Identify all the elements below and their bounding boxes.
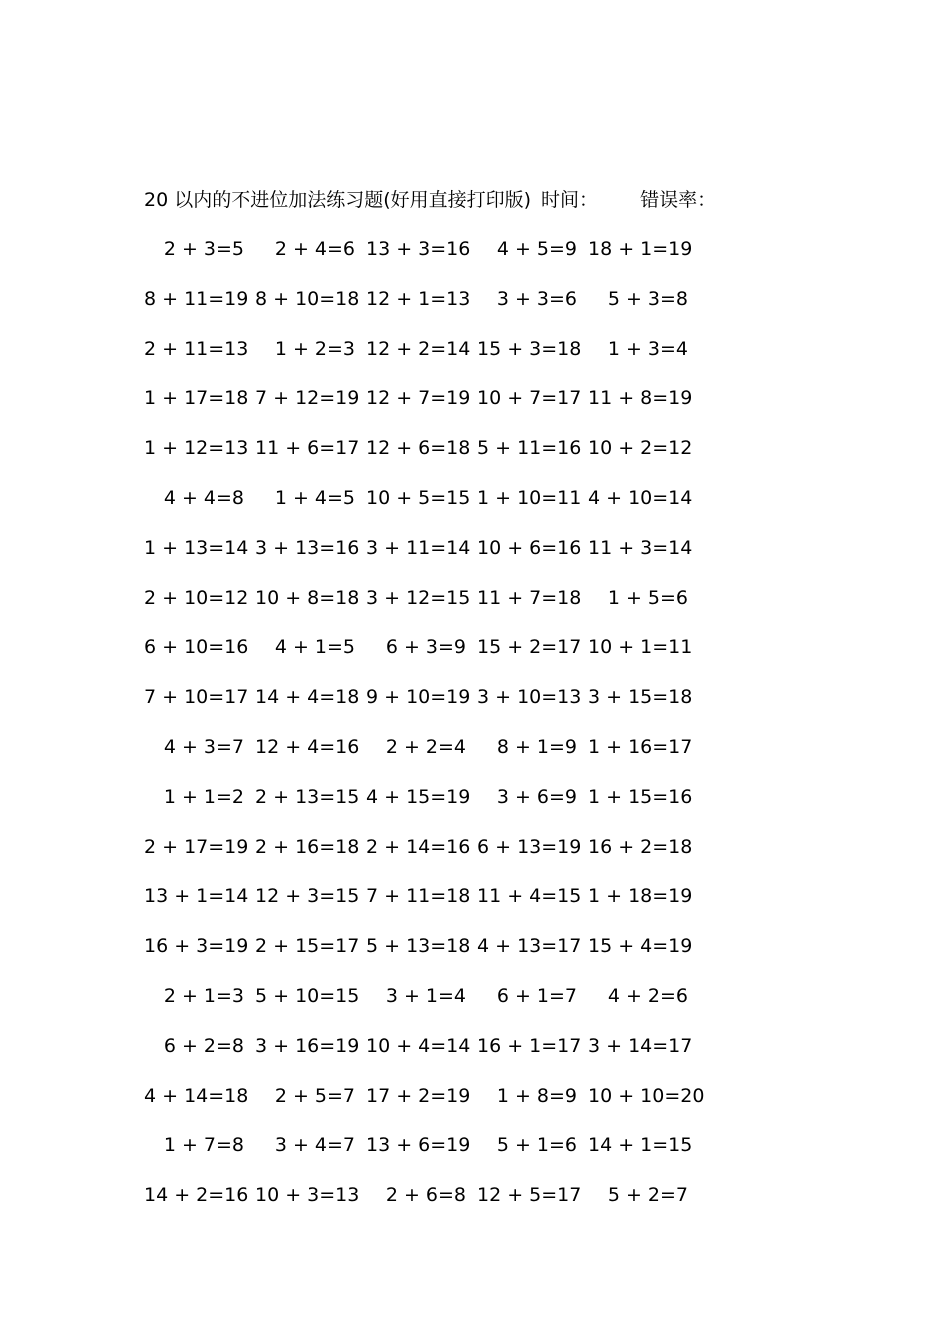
problem-row <box>144 334 704 384</box>
problem-cell: 5 + 1=6 <box>496 1134 577 1157</box>
problem-cell: 8 + 10=18 <box>255 287 360 310</box>
problem-row <box>144 881 704 931</box>
problem-cell: 13 + 3=16 <box>366 238 471 260</box>
problem-cell: 1 + 7=8 <box>163 1134 244 1157</box>
problem-cell: 15 + 3=18 <box>477 337 582 360</box>
problem-cell: 11 + 4=15 <box>477 885 582 908</box>
problem-cell: 9 + 10=19 <box>366 686 471 709</box>
problem-cell: 10 + 10=20 <box>588 1084 705 1107</box>
error-rate-label: 错误率： <box>640 189 717 211</box>
problem-cell: 4 + 5=9 <box>496 238 577 260</box>
problem-cell: 3 + 11=14 <box>366 536 471 559</box>
problem-cell: 6 + 10=16 <box>144 636 249 659</box>
problem-cell: 1 + 13=14 <box>144 536 249 559</box>
problem-cell: 7 + 11=18 <box>366 885 471 908</box>
problem-cell: 1 + 10=11 <box>477 486 582 509</box>
problem-cell: 10 + 4=14 <box>366 1034 471 1057</box>
problem-cell: 5 + 11=16 <box>477 437 582 460</box>
problem-cell: 16 + 3=19 <box>144 935 249 958</box>
problem-row <box>144 782 704 832</box>
problem-cell: 10 + 7=17 <box>477 387 582 410</box>
problem-cell: 14 + 4=18 <box>255 686 360 709</box>
problem-cell: 1 + 16=17 <box>588 735 693 758</box>
problem-row <box>144 1081 704 1131</box>
problem-cell: 4 + 15=19 <box>366 785 471 808</box>
problem-cell: 12 + 1=13 <box>366 287 471 310</box>
problem-cell: 3 + 1=4 <box>385 984 466 1007</box>
problem-cell: 3 + 6=9 <box>496 785 577 808</box>
problem-cell: 4 + 2=6 <box>607 984 688 1007</box>
problem-cell: 6 + 13=19 <box>477 835 582 858</box>
problem-cell: 12 + 3=15 <box>255 885 360 908</box>
problem-row <box>144 832 704 882</box>
problem-row <box>144 981 704 1031</box>
problem-cell: 11 + 6=17 <box>255 437 360 460</box>
problem-cell: 1 + 1=2 <box>163 785 244 808</box>
time-label: 时间： <box>541 189 599 211</box>
problem-cell: 2 + 10=12 <box>144 586 249 609</box>
problem-cell: 6 + 3=9 <box>385 636 466 659</box>
problem-grid <box>144 234 704 1230</box>
problem-cell: 1 + 4=5 <box>274 486 355 509</box>
problem-cell: 3 + 14=17 <box>588 1034 693 1057</box>
problem-cell: 4 + 14=18 <box>144 1084 249 1107</box>
problem-cell: 1 + 17=18 <box>144 387 249 410</box>
problem-cell: 2 + 5=7 <box>274 1084 355 1107</box>
problem-row <box>144 1130 704 1180</box>
problem-row <box>144 1031 704 1081</box>
problem-cell: 1 + 2=3 <box>274 337 355 360</box>
problem-cell: 2 + 16=18 <box>255 835 360 858</box>
problem-cell: 2 + 17=19 <box>144 835 249 858</box>
problem-cell: 10 + 8=18 <box>255 586 360 609</box>
problem-cell: 11 + 3=14 <box>588 536 693 559</box>
problem-cell: 10 + 6=16 <box>477 536 582 559</box>
problem-cell: 6 + 1=7 <box>496 984 577 1007</box>
problem-cell: 14 + 1=15 <box>588 1134 693 1157</box>
problem-cell: 2 + 6=8 <box>385 1184 466 1207</box>
problem-row <box>144 583 704 633</box>
problem-cell: 5 + 10=15 <box>255 984 360 1007</box>
problem-cell: 5 + 13=18 <box>366 935 471 958</box>
problem-cell: 5 + 3=8 <box>607 287 688 310</box>
problem-cell: 12 + 6=18 <box>366 437 471 460</box>
problem-cell: 17 + 2=19 <box>366 1084 471 1107</box>
problem-row <box>144 383 704 433</box>
problem-row <box>144 1180 704 1230</box>
problem-cell: 1 + 15=16 <box>588 785 693 808</box>
problem-cell: 18 + 1=19 <box>588 238 693 260</box>
problem-cell: 8 + 11=19 <box>144 287 249 310</box>
problem-cell: 16 + 2=18 <box>588 835 693 858</box>
problem-cell: 1 + 5=6 <box>607 586 688 609</box>
problem-cell: 16 + 1=17 <box>477 1034 582 1057</box>
problem-cell: 7 + 10=17 <box>144 686 249 709</box>
problem-row <box>144 234 704 284</box>
problem-row <box>144 284 704 334</box>
problem-cell: 6 + 2=8 <box>163 1034 244 1057</box>
problem-cell: 13 + 6=19 <box>366 1134 471 1157</box>
problem-cell: 3 + 10=13 <box>477 686 582 709</box>
problem-cell: 2 + 4=6 <box>274 238 355 260</box>
problem-cell: 7 + 12=19 <box>255 387 360 410</box>
problem-cell: 1 + 3=4 <box>607 337 688 360</box>
problem-cell: 12 + 2=14 <box>366 337 471 360</box>
problem-cell: 3 + 4=7 <box>274 1134 355 1157</box>
problem-cell: 12 + 4=16 <box>255 735 360 758</box>
problem-cell: 2 + 15=17 <box>255 935 360 958</box>
problem-cell: 3 + 13=16 <box>255 536 360 559</box>
problem-cell: 3 + 15=18 <box>588 686 693 709</box>
problem-cell: 1 + 12=13 <box>144 437 249 460</box>
problem-cell: 2 + 3=5 <box>163 238 244 260</box>
problem-cell: 2 + 13=15 <box>255 785 360 808</box>
problem-cell: 3 + 12=15 <box>366 586 471 609</box>
problem-cell: 3 + 16=19 <box>255 1034 360 1057</box>
problem-row <box>144 682 704 732</box>
problem-row <box>144 483 704 533</box>
problem-cell: 10 + 3=13 <box>255 1184 360 1207</box>
problem-cell: 10 + 2=12 <box>588 437 693 460</box>
problem-row <box>144 632 704 682</box>
problem-cell: 4 + 13=17 <box>477 935 582 958</box>
problem-row <box>144 433 704 483</box>
problem-cell: 15 + 4=19 <box>588 935 693 958</box>
problem-cell: 10 + 5=15 <box>366 486 471 509</box>
problem-cell: 8 + 1=9 <box>496 735 577 758</box>
problem-cell: 4 + 10=14 <box>588 486 693 509</box>
problem-cell: 11 + 7=18 <box>477 586 582 609</box>
problem-cell: 11 + 8=19 <box>588 387 693 410</box>
problem-cell: 1 + 8=9 <box>496 1084 577 1107</box>
worksheet-header <box>144 186 716 214</box>
problem-cell: 10 + 1=11 <box>588 636 693 659</box>
problem-row <box>144 533 704 583</box>
problem-cell: 1 + 18=19 <box>588 885 693 908</box>
problem-cell: 4 + 1=5 <box>274 636 355 659</box>
worksheet-title: 20 以内的不进位加法练习题(好用直接打印版) <box>144 189 532 211</box>
problem-cell: 12 + 5=17 <box>477 1184 582 1207</box>
problem-cell: 2 + 1=3 <box>163 984 244 1007</box>
problem-row <box>144 931 704 981</box>
problem-cell: 2 + 11=13 <box>144 337 249 360</box>
problem-cell: 4 + 4=8 <box>163 486 244 509</box>
problem-cell: 14 + 2=16 <box>144 1184 249 1207</box>
problem-cell: 13 + 1=14 <box>144 885 249 908</box>
problem-cell: 2 + 2=4 <box>385 735 466 758</box>
problem-cell: 15 + 2=17 <box>477 636 582 659</box>
problem-cell: 5 + 2=7 <box>607 1184 688 1207</box>
problem-cell: 4 + 3=7 <box>163 735 244 758</box>
problem-cell: 12 + 7=19 <box>366 387 471 410</box>
problem-cell: 2 + 14=16 <box>366 835 471 858</box>
problem-cell: 3 + 3=6 <box>496 287 577 310</box>
problem-row <box>144 732 704 782</box>
